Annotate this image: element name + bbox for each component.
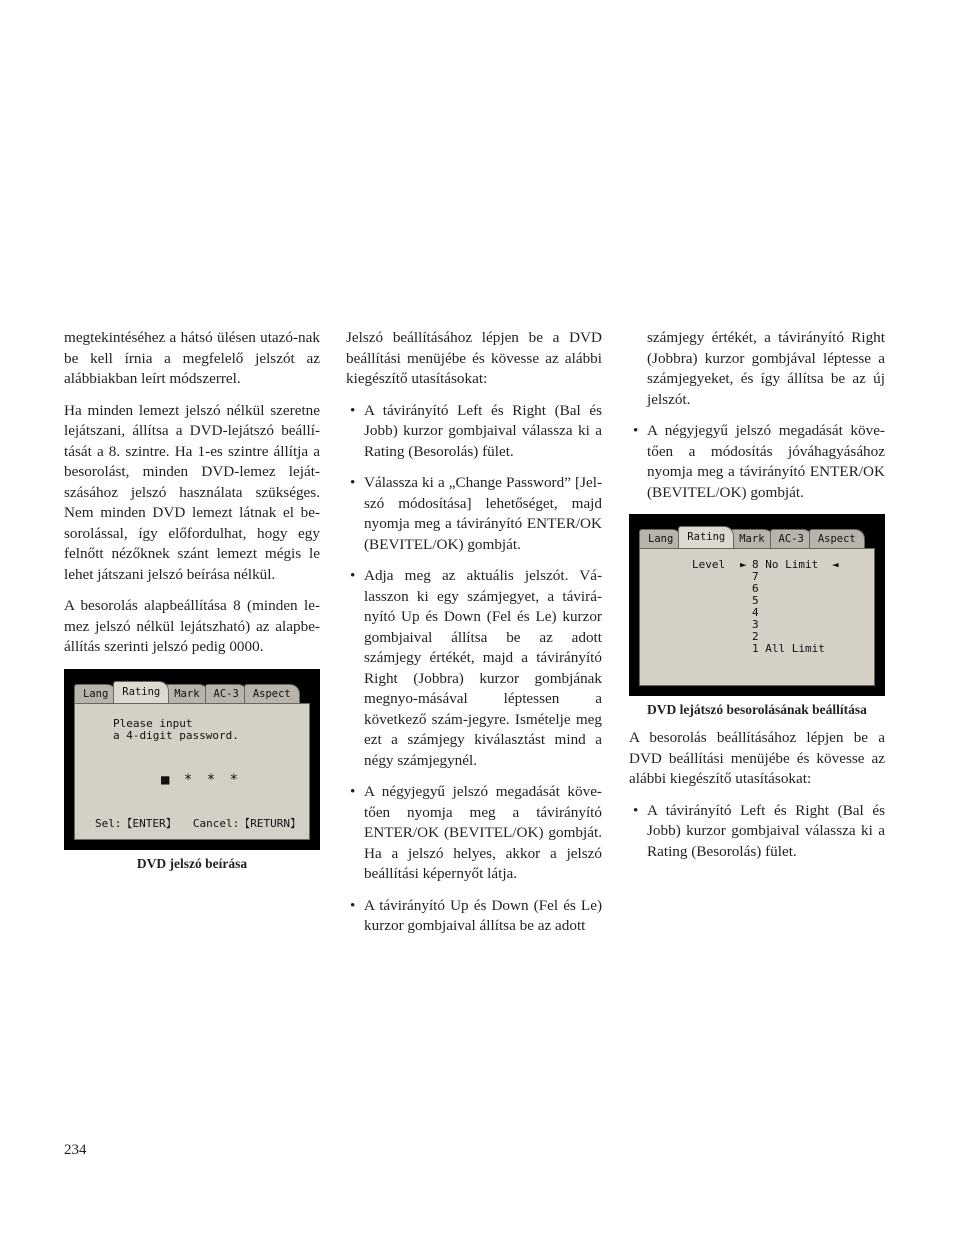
tab-aspect: Aspect xyxy=(809,529,865,548)
level-item: 2 xyxy=(752,630,759,643)
bullet-continuation: számjegy értékét, a távirányító Right (Jobbra) kurzor gombjával léptesse a számjegyeket, és így állítsa be az új jelszót. xyxy=(647,329,885,408)
figure-password-entry xyxy=(64,669,320,872)
list-item: • A négyjegyű jelszó megadását köve-tően nyomja meg a távirányító ENTER/OK (BEVITEL/OK) gombját. Ha a jelszó helyes, akkor a jelszó beállítási képernyőt látja. xyxy=(350,783,602,882)
password-prompt xyxy=(113,718,239,742)
level-label: Level xyxy=(692,558,726,571)
tab-rating: Rating xyxy=(113,681,169,703)
dvd-screen xyxy=(629,514,885,696)
list-item: • A távirányító Left és Right (Bal és Jobb) kurzor gombjaival válassza ki a Rating (Besorolás) fület. xyxy=(633,801,885,860)
dvd-tab-bar xyxy=(74,681,310,703)
figure-caption-password: DVD jelszó beírása xyxy=(136,855,248,871)
paragraph-level-info: Ha minden lemezt jelszó nélkül szeretne lejátszani, állítsa a DVD-lejátszó beállí-tását a 8. szintre. Ha 1-es szintre állítja a besorolást, minden DVD-lemez leját-szásához jelszó használata szükséges. Nem minden DVD lemezt látnak el be-sorolással, így előfordulhat, hogy egy felnőtt nézőknek szánt lemezt mégis le lehet játszani jelszó beírása nélkül. xyxy=(64,401,320,583)
tab-ac3: AC-3 xyxy=(205,684,248,703)
confirm-steps-list xyxy=(629,421,885,503)
bullet-icon: • xyxy=(350,474,356,491)
list-item: • A négyjegyű jelszó megadását köve-tően a módosítás jóváhagyásához nyomja meg a távirányító ENTER/OK (BEVITEL/OK) gombját. xyxy=(633,422,885,501)
figure-caption-rating: DVD lejátszó besorolásának beállítása xyxy=(647,702,867,717)
tab-aspect: Aspect xyxy=(244,684,300,703)
dvd-tab-bar xyxy=(639,526,875,548)
selector-arrow-icon: ► xyxy=(740,558,747,571)
paragraph-rating-setup: A besorolás beállításához lépjen be a DVD beállítási menüjébe és kövesse az alábbi kiegészítő utasításokat: xyxy=(629,729,885,787)
cancel-hint: Cancel:【RETURN】 xyxy=(192,816,301,830)
password-steps-list xyxy=(346,401,602,937)
tab-ac3: AC-3 xyxy=(770,529,813,548)
tab-lang: Lang xyxy=(74,684,117,703)
level-item: 7 xyxy=(752,570,759,583)
list-item: • Adja meg az aktuális jelszót. Vá-lasszon ki egy számjegyet, a távirá-nyító Up és Down (Fel és Le) kurzor gombjaival állítsa be az adott számjegy értékét, majd a távirányító Right (Jobbra) kurzor gombjának megnyo-másával léptessen a következő szám-jegyre. Ismételje meg ezt a számjegy kiválasztást mind a négy számjegynél. xyxy=(350,567,602,769)
level-item: 5 xyxy=(752,594,759,607)
password-mask: ■ * * * xyxy=(161,771,242,788)
bullet-icon: • xyxy=(633,422,639,439)
bullet-icon: • xyxy=(633,801,639,819)
end-arrow-icon: ◄ xyxy=(832,558,839,571)
prompt-line-1: Please input xyxy=(113,716,193,730)
paragraph-password-setup: Jelszó beállításához lépjen be a DVD beállítási menüjébe és kövesse az alábbi kiegészítő utasításokat: xyxy=(346,329,602,387)
level-item: 3 xyxy=(752,618,759,631)
level-item: 6 xyxy=(752,582,759,595)
tab-lang: Lang xyxy=(639,529,682,548)
paragraph-intro-continuation: megtekintéséhez a hátsó ülésen utazó-nak be kell írnia a megfelelő jelszót az alábbiakban leírt módszerrel. xyxy=(64,329,320,387)
level-item: 1 All Limit xyxy=(752,642,825,655)
column-right xyxy=(629,328,885,873)
list-item: • A távirányító Up és Down (Fel és Le) kurzor gombjaival állítsa be az adott xyxy=(350,896,602,934)
bullet-icon: • xyxy=(350,896,356,914)
rating-steps-list xyxy=(629,801,885,863)
bullet-icon: • xyxy=(350,401,356,419)
rating-levels-list xyxy=(752,571,825,655)
level-8-no-limit: 8 No Limit xyxy=(752,558,819,571)
list-item: • A távirányító Left és Right (Bal és Jobb) kurzor gombjaival válassza ki a Rating (Besorolás) fület. xyxy=(350,401,602,460)
column-left xyxy=(64,328,320,872)
list-item: • Válassza ki a „Change Password” [Jel-szó módosítása] lehetőséget, majd nyomja meg a távirányító ENTER/OK (BEVITEL/OK) gombját. xyxy=(350,474,602,553)
prompt-line-2: a 4-digit password. xyxy=(113,728,239,742)
bullet-icon: • xyxy=(350,783,356,800)
dvd-screen xyxy=(64,669,320,850)
tab-rating: Rating xyxy=(678,526,734,548)
bullet-icon: • xyxy=(350,567,356,584)
dvd-panel xyxy=(639,548,875,686)
level-item: 4 xyxy=(752,606,759,619)
tab-mark: Mark xyxy=(730,529,773,548)
tab-mark: Mark xyxy=(165,684,208,703)
paragraph-default-setting: A besorolás alapbeállítása 8 (minden le-mez jelszó nélkül lejátszható) az alapbe-állítás szerinti jelszó pedig 0000. xyxy=(64,597,320,655)
select-hint: Sel:【ENTER】 xyxy=(95,816,177,830)
figure-rating-levels xyxy=(629,514,885,718)
page-number: 234 xyxy=(64,1142,87,1158)
dvd-panel xyxy=(74,703,310,840)
column-middle xyxy=(346,328,602,948)
